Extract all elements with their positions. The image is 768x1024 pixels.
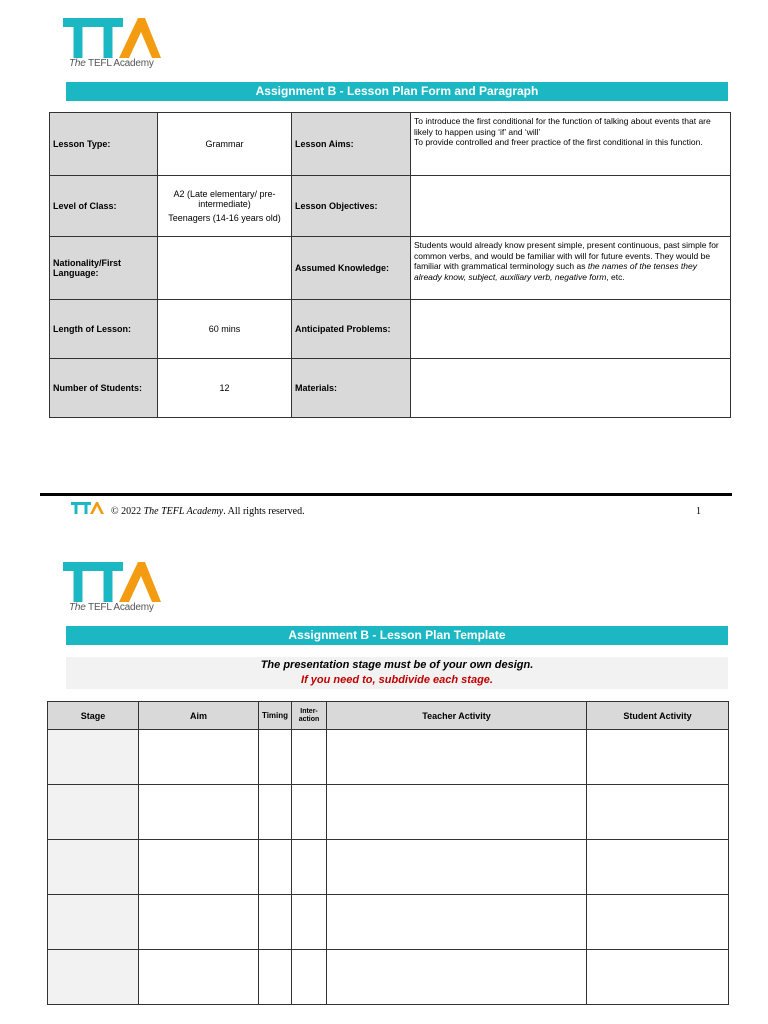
col-stage: Stage: [48, 702, 139, 730]
knowledge-plain: Students would already know present simple, present continuous, past simple for common verbs, and would be familiar with will for future events. They would be familiar with grammatical terminology such as: [414, 240, 719, 272]
tta-logo: [63, 18, 173, 76]
copyright-text: [111, 506, 305, 517]
timing-cell[interactable]: [259, 785, 292, 840]
assumed-knowledge-text: [411, 237, 731, 300]
lesson-type-value: Grammar: [158, 113, 292, 176]
col-timing: Timing: [259, 702, 292, 730]
student-activity-cell[interactable]: [587, 785, 729, 840]
timing-cell[interactable]: [259, 840, 292, 895]
lesson-aim-2: To provide controlled and freer practice of the first conditional in this function.: [414, 137, 703, 148]
lesson-plan-template-table: [47, 701, 729, 1005]
lesson-aims-text: [411, 113, 731, 176]
copyright-suffix: . All rights reserved.: [223, 506, 305, 517]
nationality-value[interactable]: [158, 237, 292, 300]
length-value: 60 mins: [158, 300, 292, 359]
col-teacher-activity: Teacher Activity: [327, 702, 587, 730]
knowledge-italic: the names of the tenses they already know, subject, auxiliary verb, negative form: [414, 261, 697, 282]
interaction-cell[interactable]: [292, 785, 327, 840]
students-label: Number of Students:: [50, 359, 158, 418]
assumed-knowledge-label: Assumed Knowledge:: [292, 237, 411, 300]
aim-cell[interactable]: [139, 730, 259, 785]
tta-footer-logo-icon: [71, 502, 107, 520]
teacher-activity-cell[interactable]: [327, 730, 587, 785]
stage-cell[interactable]: [48, 950, 139, 1005]
teacher-activity-cell[interactable]: [327, 950, 587, 1005]
page-divider: [40, 493, 732, 496]
teacher-activity-cell[interactable]: [327, 840, 587, 895]
lesson-aims-label: Lesson Aims:: [292, 113, 411, 176]
form-row: [50, 300, 731, 359]
stage-cell[interactable]: [48, 840, 139, 895]
instruction-note: [66, 657, 728, 689]
interaction-cell[interactable]: [292, 730, 327, 785]
knowledge-tail: , etc.: [606, 271, 625, 282]
note-line-1: The presentation stage must be of your own design.: [260, 659, 534, 671]
level-label: Level of Class:: [50, 176, 158, 237]
objectives-label: Lesson Objectives:: [292, 176, 411, 237]
tta-logo-mark: [63, 18, 163, 58]
col-interaction: Inter- action: [292, 702, 327, 730]
table-row: [48, 785, 729, 840]
table-row: [48, 895, 729, 950]
level-value: [158, 176, 292, 237]
page1-banner: Assignment B - Lesson Plan Form and Paragraph: [66, 82, 728, 101]
tta-logo-mark: [63, 562, 163, 602]
page2-banner: Assignment B - Lesson Plan Template: [66, 626, 728, 645]
lesson-plan-form: [49, 112, 731, 418]
table-row: [48, 730, 729, 785]
logo-tagline: The TEFL Academy: [69, 58, 154, 69]
stage-cell[interactable]: [48, 730, 139, 785]
timing-cell[interactable]: [259, 895, 292, 950]
table-row: [48, 950, 729, 1005]
col-student-activity: Student Activity: [587, 702, 729, 730]
materials-text[interactable]: [411, 359, 731, 418]
form-row: [50, 237, 731, 300]
interaction-cell[interactable]: [292, 895, 327, 950]
length-label: Length of Lesson:: [50, 300, 158, 359]
interaction-cell[interactable]: [292, 840, 327, 895]
timing-cell[interactable]: [259, 950, 292, 1005]
copyright-name: The TEFL Academy: [143, 506, 224, 517]
form-row: [50, 176, 731, 237]
aim-cell[interactable]: [139, 785, 259, 840]
student-activity-cell[interactable]: [587, 950, 729, 1005]
objectives-text[interactable]: [411, 176, 731, 237]
note-line-2: If you need to, subdivide each stage.: [301, 674, 493, 686]
aim-cell[interactable]: [139, 840, 259, 895]
age-line: Teenagers (14-16 years old): [168, 213, 281, 223]
stage-cell[interactable]: [48, 785, 139, 840]
materials-label: Materials:: [292, 359, 411, 418]
form-row: [50, 359, 731, 418]
teacher-activity-cell[interactable]: [327, 785, 587, 840]
lesson-type-label: Lesson Type:: [50, 113, 158, 176]
copyright-prefix: © 2022: [111, 506, 144, 517]
tta-logo: [63, 562, 173, 620]
table-row: [48, 840, 729, 895]
problems-label: Anticipated Problems:: [292, 300, 411, 359]
interaction-cell[interactable]: [292, 950, 327, 1005]
students-value: 12: [158, 359, 292, 418]
aim-cell[interactable]: [139, 950, 259, 1005]
page-number: 1: [696, 506, 701, 517]
aim-cell[interactable]: [139, 895, 259, 950]
student-activity-cell[interactable]: [587, 895, 729, 950]
timing-cell[interactable]: [259, 730, 292, 785]
level-line: A2 (Late elementary/ pre-intermediate): [173, 189, 276, 209]
form-row: [50, 113, 731, 176]
col-aim: Aim: [139, 702, 259, 730]
teacher-activity-cell[interactable]: [327, 895, 587, 950]
table-header-row: [48, 702, 729, 730]
logo-tagline: The TEFL Academy: [69, 602, 154, 613]
student-activity-cell[interactable]: [587, 840, 729, 895]
problems-text[interactable]: [411, 300, 731, 359]
assumed-knowledge-paragraph: [414, 240, 727, 283]
lesson-aim-1: To introduce the first conditional for the function of talking about events that are likely to happen using ‘if’ and ‘will’: [414, 116, 711, 137]
stage-cell[interactable]: [48, 895, 139, 950]
nationality-label: Nationality/First Language:: [50, 237, 158, 300]
student-activity-cell[interactable]: [587, 730, 729, 785]
